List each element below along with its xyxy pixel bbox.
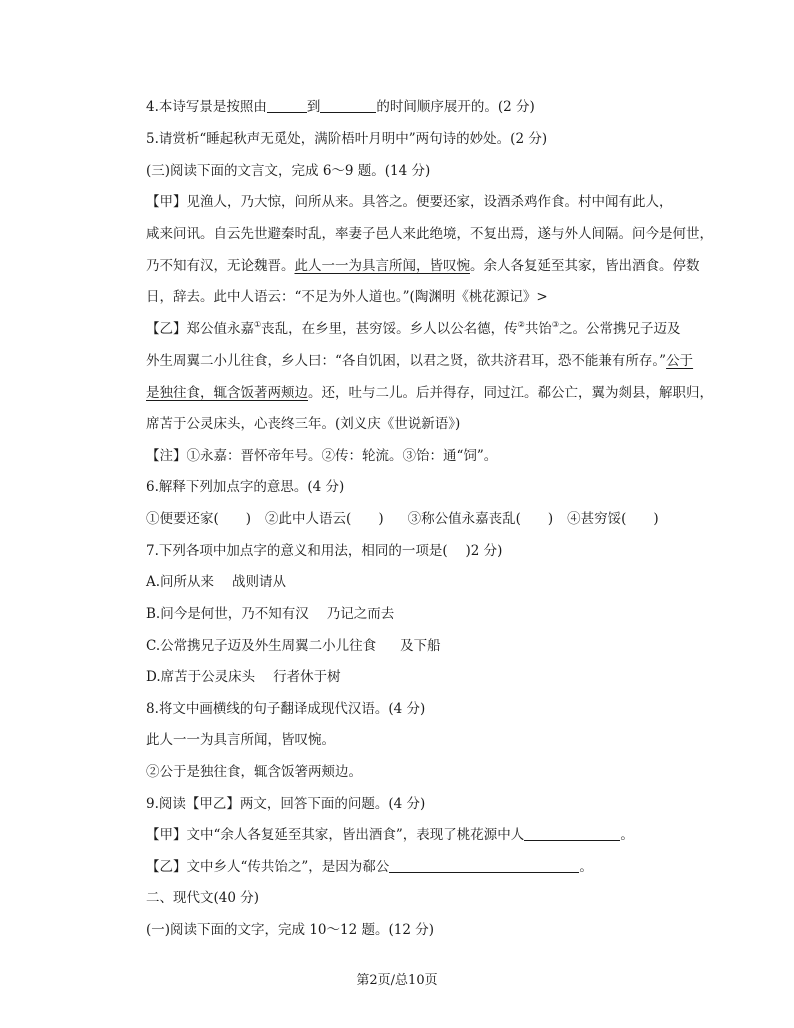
question-7-option-c[interactable]: C.公常携兄子迈及外生周翼二小儿往食 及下船 <box>146 638 441 654</box>
underlined-sentence: 公于 <box>666 353 694 369</box>
passage-yi-line-1: 【乙】郑公值永嘉①丧乱，在乡里，甚穷馁。乡人以公名德，传②共饴③之。公常携兄子迈及 <box>146 320 681 337</box>
passage-yi-line-3: 是独往食，辄含饭著两颊边。还，吐与二儿。后并得存，同过江。郗公亡，翼为剡县，解职归， <box>146 385 713 401</box>
footnote-marker: ② <box>517 320 525 329</box>
question-4: 4.本诗写景是按照由 到 的时间顺序展开的。(2 分) <box>146 99 535 115</box>
page-footer: 第2页/总10页 <box>356 973 438 988</box>
section-2-1-title: (一)阅读下面的文字，完成 10～12 题。(12 分) <box>146 922 434 938</box>
question-7-option-d[interactable]: D.席苫于公灵床头 行者休于树 <box>146 669 341 685</box>
underlined-sentence: 是独往食，辄含饭著两颊边 <box>146 385 308 401</box>
question-7-title: 7.下列各项中加点字的意义和用法，相同的一项是( )2 分) <box>146 543 503 559</box>
question-8-sentence-2: ②公于是独往食，辄含饭箸两颊边。 <box>146 764 362 780</box>
question-7-option-a[interactable]: A.问所从来 战则请从 <box>146 574 287 590</box>
question-9-title: 9.阅读【甲乙】两文，回答下面的问题。(4 分) <box>146 796 426 812</box>
question-6-title: 6.解释下列加点字的意思。(4 分) <box>146 479 345 495</box>
passage-jia-line-4: 日，辞去。此中人语云：“不足为外人道也。”(陶渊明《桃花源记》> <box>146 289 548 305</box>
section-3-title: (三)阅读下面的文言文，完成 6～9 题。(14 分) <box>146 163 431 179</box>
footnote-marker: ① <box>254 320 262 329</box>
question-7-option-b[interactable]: B.问今是何世，乃不知有汉 乃记之而去 <box>146 606 395 622</box>
answer-blank[interactable] <box>524 827 620 841</box>
question-9-jia: 【甲】文中“余人各复延至其家，皆出酒食”，表现了桃花源中人 。 <box>146 827 634 843</box>
passage-jia-line-1: 【甲】见渔人，乃大惊，问所从来。具答之。便要还家，设酒杀鸡作食。村中闻有此人， <box>146 194 673 210</box>
footnote-marker: ③ <box>551 320 560 329</box>
section-2-title: 二、现代文(40 分) <box>146 890 260 906</box>
annotation-notes: 【注】①永嘉：晋怀帝年号。②传：轮流。③饴：通“饲”。 <box>146 448 498 464</box>
answer-blank[interactable] <box>320 99 376 113</box>
passage-jia-line-3: 乃不知有汉，无论魏晋。此人一一为具言所闻，皆叹惋。余人各复延至其家，皆出酒食。停数 <box>146 258 700 274</box>
passage-jia-line-2: 咸来问讯。自云先世避秦时乱，率妻子邑人来此绝境，不复出焉，遂与外人间隔。问今是何世， <box>146 226 713 242</box>
question-6-items: ①便要还家( ) ②此中人语云( ) ③称公值永嘉丧乱( ) ④甚穷馁( ) <box>146 511 659 527</box>
passage-yi-line-4: 席苫于公灵床头，心丧终三年。(刘义庆《世说新语》) <box>146 416 461 432</box>
passage-yi-line-2: 外生周翼二小儿往食，乡人曰：“各自饥困，以君之贤，欲共济君耳，恐不能兼有所存。”公于 <box>146 353 694 369</box>
question-8-sentence-1: 此人一一为具言所闻，皆叹惋。 <box>146 732 335 748</box>
underlined-sentence: 此人一一为具言所闻，皆叹惋 <box>294 258 470 274</box>
answer-blank[interactable] <box>389 859 579 873</box>
question-8-title: 8.将文中画横线的句子翻译成现代汉语。(4 分) <box>146 701 426 717</box>
question-9-yi: 【乙】文中乡人“传共饴之”，是因为郗公 。 <box>146 859 593 875</box>
answer-blank[interactable] <box>267 99 307 113</box>
question-5: 5.请赏析“睡起秋声无觅处，满阶梧叶月明中”两句诗的妙处。(2 分) <box>146 131 548 147</box>
